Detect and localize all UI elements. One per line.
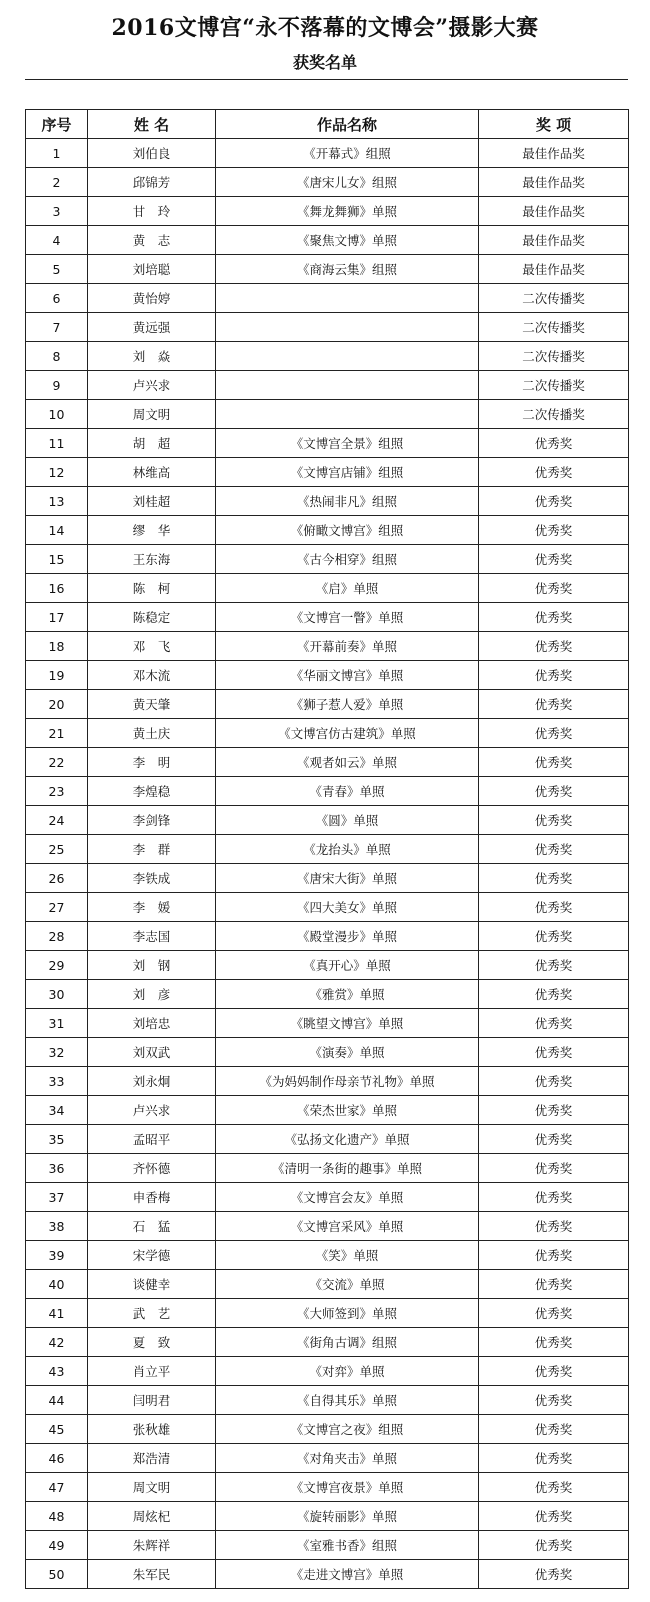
cell-name: 黄远强 [88, 313, 216, 342]
cell-index: 48 [26, 1502, 88, 1531]
cell-index: 33 [26, 1067, 88, 1096]
cell-work-title: 《文博宫会友》单照 [216, 1183, 479, 1212]
cell-work-title: 《俯瞰文博宫》组照 [216, 516, 479, 545]
cell-work-title: 《街角古调》组照 [216, 1328, 479, 1357]
cell-name: 林维高 [88, 458, 216, 487]
cell-index: 46 [26, 1444, 88, 1473]
cell-name: 张秋雄 [88, 1415, 216, 1444]
table-row [26, 226, 629, 255]
cell-award: 优秀奖 [479, 1125, 629, 1154]
document-title: 2016文博宫“永不落幕的文博会”摄影大赛 [111, 15, 539, 41]
table-row [26, 1357, 629, 1386]
cell-work-title: 《大师签到》单照 [216, 1299, 479, 1328]
cell-index: 16 [26, 574, 88, 603]
cell-work-title: 《文博宫采风》单照 [216, 1212, 479, 1241]
table-row [26, 1270, 629, 1299]
cell-work-title: 《启》单照 [216, 574, 479, 603]
table-row [26, 1241, 629, 1270]
cell-work-title: 《室雅书香》组照 [216, 1531, 479, 1560]
cell-award: 优秀奖 [479, 1328, 629, 1357]
cell-award: 优秀奖 [479, 1038, 629, 1067]
table-row [26, 1096, 629, 1125]
cell-index: 22 [26, 748, 88, 777]
table-row [26, 661, 629, 690]
cell-index: 17 [26, 603, 88, 632]
cell-name: 胡 超 [88, 429, 216, 458]
cell-award: 二次传播奖 [479, 371, 629, 400]
cell-award: 优秀奖 [479, 1212, 629, 1241]
cell-award: 优秀奖 [479, 1444, 629, 1473]
cell-name: 李 媛 [88, 893, 216, 922]
cell-index: 37 [26, 1183, 88, 1212]
cell-index: 19 [26, 661, 88, 690]
cell-work-title: 《雅赏》单照 [216, 980, 479, 1009]
cell-award: 二次传播奖 [479, 342, 629, 371]
cell-name: 李铁成 [88, 864, 216, 893]
cell-name: 刘 焱 [88, 342, 216, 371]
cell-award: 二次传播奖 [479, 313, 629, 342]
cell-index: 35 [26, 1125, 88, 1154]
cell-award: 优秀奖 [479, 777, 629, 806]
header-award: 奖 项 [479, 110, 629, 139]
cell-work-title: 《狮子惹人爱》单照 [216, 690, 479, 719]
cell-index: 18 [26, 632, 88, 661]
table-row [26, 980, 629, 1009]
cell-award: 优秀奖 [479, 458, 629, 487]
cell-index: 1 [26, 139, 88, 168]
cell-name: 甘 玲 [88, 197, 216, 226]
cell-work-title: 《自得其乐》单照 [216, 1386, 479, 1415]
cell-award: 优秀奖 [479, 748, 629, 777]
cell-name: 夏 致 [88, 1328, 216, 1357]
cell-award: 优秀奖 [479, 603, 629, 632]
cell-award: 优秀奖 [479, 1067, 629, 1096]
cell-award: 优秀奖 [479, 1009, 629, 1038]
cell-index: 29 [26, 951, 88, 980]
cell-award: 优秀奖 [479, 980, 629, 1009]
cell-index: 2 [26, 168, 88, 197]
cell-award: 优秀奖 [479, 1415, 629, 1444]
table-row [26, 951, 629, 980]
table-row [26, 1183, 629, 1212]
cell-name: 邓木流 [88, 661, 216, 690]
table-row [26, 748, 629, 777]
cell-work-title [216, 342, 479, 371]
table-row [26, 1531, 629, 1560]
cell-index: 9 [26, 371, 88, 400]
cell-index: 28 [26, 922, 88, 951]
cell-index: 41 [26, 1299, 88, 1328]
header-index: 序号 [26, 110, 88, 139]
cell-name: 周文明 [88, 400, 216, 429]
cell-work-title: 《热闹非凡》组照 [216, 487, 479, 516]
table-row [26, 458, 629, 487]
table-row [26, 516, 629, 545]
cell-award: 优秀奖 [479, 1183, 629, 1212]
table-row [26, 371, 629, 400]
cell-name: 陈 柯 [88, 574, 216, 603]
cell-index: 26 [26, 864, 88, 893]
cell-name: 刘双武 [88, 1038, 216, 1067]
cell-index: 8 [26, 342, 88, 371]
cell-name: 刘培忠 [88, 1009, 216, 1038]
table-row [26, 603, 629, 632]
cell-award: 优秀奖 [479, 922, 629, 951]
cell-name: 闫明君 [88, 1386, 216, 1415]
cell-name: 黄 志 [88, 226, 216, 255]
table-row [26, 632, 629, 661]
cell-index: 27 [26, 893, 88, 922]
cell-name: 李煌稳 [88, 777, 216, 806]
cell-award: 优秀奖 [479, 1473, 629, 1502]
cell-name: 黄怡婷 [88, 284, 216, 313]
cell-index: 31 [26, 1009, 88, 1038]
cell-award: 优秀奖 [479, 1357, 629, 1386]
cell-work-title: 《文博宫夜景》单照 [216, 1473, 479, 1502]
cell-name: 黄土庆 [88, 719, 216, 748]
table-row [26, 777, 629, 806]
cell-name: 卢兴求 [88, 1096, 216, 1125]
document-subtitle: 获奖名单 [292, 53, 357, 72]
table-row [26, 1502, 629, 1531]
cell-work-title: 《旋转丽影》单照 [216, 1502, 479, 1531]
awards-table [25, 109, 629, 1589]
cell-name: 孟昭平 [88, 1125, 216, 1154]
table-row [26, 690, 629, 719]
cell-index: 3 [26, 197, 88, 226]
cell-award: 优秀奖 [479, 1270, 629, 1299]
cell-work-title: 《四大美女》单照 [216, 893, 479, 922]
cell-work-title: 《走进文博宫》单照 [216, 1560, 479, 1589]
cell-award: 优秀奖 [479, 632, 629, 661]
cell-work-title: 《唐宋儿女》组照 [216, 168, 479, 197]
cell-award: 优秀奖 [479, 893, 629, 922]
cell-index: 14 [26, 516, 88, 545]
cell-index: 10 [26, 400, 88, 429]
cell-name: 谈健幸 [88, 1270, 216, 1299]
cell-award: 最佳作品奖 [479, 226, 629, 255]
cell-award: 最佳作品奖 [479, 255, 629, 284]
cell-work-title: 《华丽文博宫》单照 [216, 661, 479, 690]
cell-award: 优秀奖 [479, 574, 629, 603]
cell-name: 黄天肇 [88, 690, 216, 719]
cell-name: 石 猛 [88, 1212, 216, 1241]
cell-award: 优秀奖 [479, 1299, 629, 1328]
cell-work-title [216, 313, 479, 342]
cell-name: 郑浩清 [88, 1444, 216, 1473]
cell-name: 刘 彦 [88, 980, 216, 1009]
cell-name: 申香梅 [88, 1183, 216, 1212]
table-row [26, 1125, 629, 1154]
cell-index: 42 [26, 1328, 88, 1357]
cell-index: 44 [26, 1386, 88, 1415]
cell-index: 23 [26, 777, 88, 806]
cell-name: 刘永炯 [88, 1067, 216, 1096]
table-row [26, 284, 629, 313]
cell-index: 34 [26, 1096, 88, 1125]
cell-award: 优秀奖 [479, 719, 629, 748]
cell-index: 40 [26, 1270, 88, 1299]
cell-work-title: 《文博宫全景》组照 [216, 429, 479, 458]
cell-award: 优秀奖 [479, 1502, 629, 1531]
cell-name: 刘 钢 [88, 951, 216, 980]
cell-name: 齐怀德 [88, 1154, 216, 1183]
cell-name: 卢兴求 [88, 371, 216, 400]
cell-award: 优秀奖 [479, 661, 629, 690]
cell-work-title: 《为妈妈制作母亲节礼物》单照 [216, 1067, 479, 1096]
cell-index: 15 [26, 545, 88, 574]
cell-name: 王东海 [88, 545, 216, 574]
cell-index: 6 [26, 284, 88, 313]
cell-work-title: 《真开心》单照 [216, 951, 479, 980]
cell-work-title: 《交流》单照 [216, 1270, 479, 1299]
cell-index: 36 [26, 1154, 88, 1183]
table-row [26, 1212, 629, 1241]
table-row [26, 1067, 629, 1096]
cell-index: 11 [26, 429, 88, 458]
table-row [26, 400, 629, 429]
cell-name: 周炫杞 [88, 1502, 216, 1531]
cell-index: 20 [26, 690, 88, 719]
cell-award: 最佳作品奖 [479, 197, 629, 226]
cell-work-title: 《舞龙舞狮》单照 [216, 197, 479, 226]
table-row [26, 545, 629, 574]
cell-index: 47 [26, 1473, 88, 1502]
cell-work-title: 《对弈》单照 [216, 1357, 479, 1386]
table-row [26, 168, 629, 197]
cell-index: 49 [26, 1531, 88, 1560]
cell-name: 李 群 [88, 835, 216, 864]
cell-name: 刘培聪 [88, 255, 216, 284]
cell-name: 缪 华 [88, 516, 216, 545]
cell-name: 李 明 [88, 748, 216, 777]
cell-award: 优秀奖 [479, 487, 629, 516]
cell-name: 朱军民 [88, 1560, 216, 1589]
cell-award: 优秀奖 [479, 806, 629, 835]
cell-name: 邱锦芳 [88, 168, 216, 197]
cell-work-title: 《观者如云》单照 [216, 748, 479, 777]
cell-award: 优秀奖 [479, 1154, 629, 1183]
cell-name: 武 艺 [88, 1299, 216, 1328]
cell-work-title: 《圆》单照 [216, 806, 479, 835]
cell-work-title: 《商海云集》组照 [216, 255, 479, 284]
table-body [26, 139, 629, 1589]
table-row [26, 1154, 629, 1183]
cell-award: 最佳作品奖 [479, 139, 629, 168]
table-row [26, 574, 629, 603]
cell-award: 优秀奖 [479, 1531, 629, 1560]
cell-work-title: 《弘扬文化遗产》单照 [216, 1125, 479, 1154]
table-row [26, 1328, 629, 1357]
cell-work-title: 《清明一条街的趣事》单照 [216, 1154, 479, 1183]
cell-index: 12 [26, 458, 88, 487]
cell-index: 43 [26, 1357, 88, 1386]
table-row [26, 197, 629, 226]
table-row [26, 835, 629, 864]
cell-work-title: 《演奏》单照 [216, 1038, 479, 1067]
cell-work-title [216, 371, 479, 400]
table-row [26, 255, 629, 284]
cell-award: 最佳作品奖 [479, 168, 629, 197]
cell-award: 优秀奖 [479, 1096, 629, 1125]
cell-name: 李志国 [88, 922, 216, 951]
header-work-title: 作品名称 [216, 110, 479, 139]
table-row [26, 1299, 629, 1328]
table-row [26, 1560, 629, 1589]
cell-name: 宋学德 [88, 1241, 216, 1270]
table-row [26, 1009, 629, 1038]
cell-work-title: 《文博宫之夜》组照 [216, 1415, 479, 1444]
table-row [26, 342, 629, 371]
cell-award: 优秀奖 [479, 864, 629, 893]
cell-award: 优秀奖 [479, 1386, 629, 1415]
table-row [26, 1038, 629, 1067]
cell-name: 李剑锋 [88, 806, 216, 835]
cell-award: 优秀奖 [479, 1560, 629, 1589]
cell-work-title [216, 284, 479, 313]
cell-name: 周文明 [88, 1473, 216, 1502]
cell-work-title [216, 400, 479, 429]
cell-index: 38 [26, 1212, 88, 1241]
table-row [26, 1386, 629, 1415]
table-row [26, 1444, 629, 1473]
table-row [26, 1473, 629, 1502]
cell-work-title: 《殿堂漫步》单照 [216, 922, 479, 951]
table-row [26, 893, 629, 922]
cell-name: 刘桂超 [88, 487, 216, 516]
cell-index: 24 [26, 806, 88, 835]
table-row [26, 922, 629, 951]
table-row [26, 864, 629, 893]
cell-award: 优秀奖 [479, 429, 629, 458]
cell-award: 优秀奖 [479, 545, 629, 574]
cell-award: 优秀奖 [479, 690, 629, 719]
cell-index: 50 [26, 1560, 88, 1589]
cell-index: 5 [26, 255, 88, 284]
cell-index: 21 [26, 719, 88, 748]
cell-index: 30 [26, 980, 88, 1009]
cell-work-title: 《文博宫一瞥》单照 [216, 603, 479, 632]
cell-index: 45 [26, 1415, 88, 1444]
table-row [26, 313, 629, 342]
cell-award: 优秀奖 [479, 1241, 629, 1270]
cell-work-title: 《古今相穿》组照 [216, 545, 479, 574]
cell-work-title: 《开幕前奏》单照 [216, 632, 479, 661]
cell-name: 朱辉祥 [88, 1531, 216, 1560]
cell-work-title: 《唐宋大街》单照 [216, 864, 479, 893]
cell-award: 优秀奖 [479, 516, 629, 545]
cell-work-title: 《文博宫店铺》组照 [216, 458, 479, 487]
cell-index: 32 [26, 1038, 88, 1067]
cell-index: 7 [26, 313, 88, 342]
cell-index: 13 [26, 487, 88, 516]
header-name: 姓 名 [88, 110, 216, 139]
table-row [26, 1415, 629, 1444]
table-row [26, 719, 629, 748]
cell-name: 陈稳定 [88, 603, 216, 632]
table-header-row [26, 110, 629, 139]
cell-work-title: 《笑》单照 [216, 1241, 479, 1270]
cell-work-title: 《对角夹击》单照 [216, 1444, 479, 1473]
cell-award: 二次传播奖 [479, 400, 629, 429]
table-row [26, 487, 629, 516]
cell-name: 邓 飞 [88, 632, 216, 661]
cell-index: 4 [26, 226, 88, 255]
table-row [26, 429, 629, 458]
cell-work-title: 《眺望文博宫》单照 [216, 1009, 479, 1038]
cell-award: 二次传播奖 [479, 284, 629, 313]
cell-work-title: 《文博宫仿古建筑》单照 [216, 719, 479, 748]
cell-index: 39 [26, 1241, 88, 1270]
cell-work-title: 《荣杰世家》单照 [216, 1096, 479, 1125]
title-divider [25, 79, 628, 80]
cell-work-title: 《开幕式》组照 [216, 139, 479, 168]
cell-award: 优秀奖 [479, 951, 629, 980]
cell-work-title: 《龙抬头》单照 [216, 835, 479, 864]
table-row [26, 139, 629, 168]
cell-work-title: 《聚焦文博》单照 [216, 226, 479, 255]
cell-name: 刘伯良 [88, 139, 216, 168]
table-row [26, 806, 629, 835]
cell-index: 25 [26, 835, 88, 864]
cell-name: 肖立平 [88, 1357, 216, 1386]
cell-award: 优秀奖 [479, 835, 629, 864]
cell-work-title: 《青春》单照 [216, 777, 479, 806]
